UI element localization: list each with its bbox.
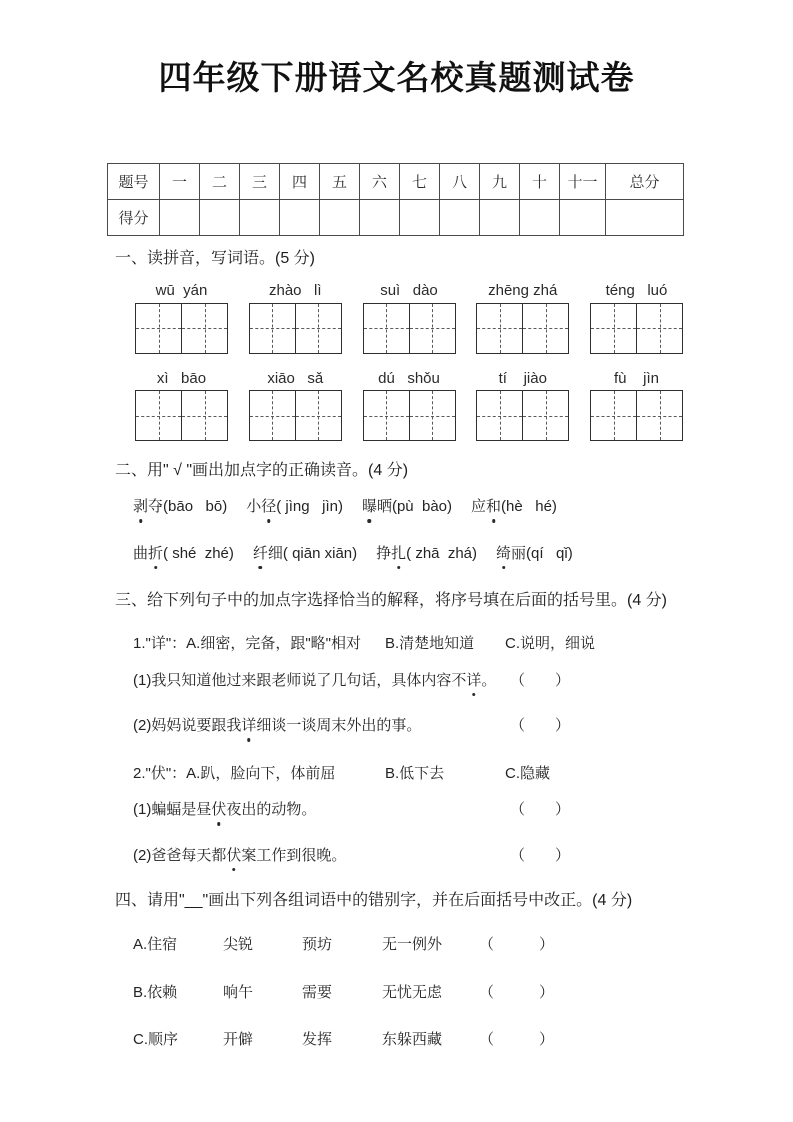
writing-grid-cell (364, 304, 409, 353)
q1-optB: B.清楚地知道 (385, 635, 475, 652)
dotted-char: 径 (261, 498, 277, 515)
pronunciation-item: 曲折( shé zhé) (133, 544, 234, 562)
word: 开僻 (223, 1031, 254, 1048)
pinyin-label: téng luó (605, 282, 668, 299)
writing-grid (249, 303, 342, 354)
word: 响午 (223, 983, 254, 1001)
word: 发挥 (302, 1031, 333, 1048)
dotted-char: 伏 (226, 846, 242, 864)
section1-heading: 一、读拼音，写词语。(5 分) (115, 250, 316, 267)
q1-stem-and-optA (133, 634, 385, 654)
answer-paren: （ ） (509, 801, 570, 818)
answer-paren: （ ） (479, 983, 555, 1001)
answer-paren: （ ） (509, 717, 570, 734)
pinyin-label: dú shǒu (378, 369, 440, 387)
q2-sentence-2 (133, 846, 570, 866)
score-table-header-cell: 三 (240, 164, 280, 200)
score-empty-cell (200, 200, 240, 236)
pronunciation-item: 纤细( qiān xiān) (252, 544, 358, 562)
q2-optC: C.隐藏 (505, 764, 551, 782)
score-row-label-cell: 得分 (108, 200, 160, 236)
pronunciation-item: 剥夺(bāo bō) (133, 498, 228, 515)
score-empty-cell (520, 200, 560, 236)
writing-grid-cell (181, 391, 227, 440)
score-table-corner-cell: 题号 (108, 164, 160, 200)
writing-grid-cell (477, 391, 522, 440)
writing-grid-cell (477, 304, 522, 353)
pronunciation-item: 挣扎( zhā zhá) (376, 544, 478, 562)
answer-paren: （ ） (509, 671, 570, 689)
dotted-char: 绮 (496, 544, 512, 562)
dotted-char: 扎 (391, 544, 407, 562)
score-empty-cell (480, 200, 520, 236)
score-table-score-row (108, 200, 684, 236)
writing-grid (590, 390, 683, 441)
writing-grid-cell (364, 391, 409, 440)
score-table (107, 163, 684, 236)
word: A.住宿 (133, 936, 178, 953)
score-table-header-cell: 十一 (560, 164, 606, 200)
writing-grid-cell (591, 304, 636, 353)
dotted-char: 折 (148, 544, 164, 562)
word: 需要 (302, 983, 333, 1001)
word: 预坊 (302, 936, 333, 953)
writing-grid (363, 390, 456, 441)
writing-grid-cell (136, 304, 181, 353)
score-table-header-cell: 十 (520, 164, 560, 200)
pinyin-grid-unit (590, 369, 683, 442)
pinyin-grid-unit (135, 369, 228, 442)
q2-sentence-1 (133, 800, 570, 820)
page-title: 四年级下册语文名校真题测试卷 (158, 59, 635, 96)
score-empty-cell (560, 200, 606, 236)
writing-grid-cell (409, 391, 455, 440)
q2-stem-and-optA (133, 764, 385, 784)
score-empty-cell (360, 200, 400, 236)
word-group-row-A (133, 935, 707, 955)
dotted-char: 伏 (211, 801, 227, 818)
word: 无一例外 (382, 936, 443, 953)
pinyin-grid-unit (476, 369, 569, 442)
pinyin-label: fù jìn (613, 369, 660, 387)
score-table-header-cell: 总分 (606, 164, 684, 200)
word: 尖锐 (223, 936, 254, 953)
answer-paren: （ ） (509, 846, 570, 864)
pinyin-grid-unit (363, 281, 456, 354)
score-table-header-cell: 四 (280, 164, 320, 200)
pronunciation-row-1 (133, 497, 707, 517)
score-empty-cell (320, 200, 360, 236)
q1-sentence-2 (133, 716, 570, 736)
word-group-row-C (133, 1030, 707, 1050)
word: C.顺序 (133, 1031, 179, 1048)
score-empty-cell (280, 200, 320, 236)
answer-paren: （ ） (479, 936, 555, 953)
score-empty-cell (606, 200, 684, 236)
score-table-header-cell: 一 (160, 164, 200, 200)
writing-grid-cell (250, 391, 295, 440)
pinyin-label: tí jiào (498, 369, 547, 387)
score-table-header-cell: 七 (400, 164, 440, 200)
exam-content (107, 249, 707, 1050)
score-empty-cell (240, 200, 280, 236)
writing-grid (363, 303, 456, 354)
writing-grid-cell (636, 391, 682, 440)
writing-grid-cell (522, 391, 568, 440)
dotted-char: 详 (466, 671, 482, 689)
score-table-header-row (108, 164, 684, 200)
pinyin-label: xiāo sǎ (267, 369, 324, 387)
sentence-text: (2)爸爸每天都伏案工作到很晚。 (133, 846, 347, 864)
pinyin-grid-row-1 (135, 281, 683, 354)
word: B.依赖 (133, 983, 178, 1001)
writing-grid (590, 303, 683, 354)
score-empty-cell (400, 200, 440, 236)
q1-stem: 1."详"： (133, 635, 187, 652)
pinyin-grid-unit (249, 369, 342, 442)
dotted-char: 纤 (252, 544, 268, 562)
q2-optB: B.低下去 (385, 764, 445, 782)
q1-sentence-1 (133, 671, 570, 691)
sentence-text: (1)蝙蝠是昼伏夜出的动物。 (133, 801, 317, 818)
word: 无忧无虑 (382, 983, 443, 1001)
pinyin-grid-unit (476, 281, 569, 354)
writing-grid-cell (522, 304, 568, 353)
writing-grid-cell (591, 391, 636, 440)
score-empty-cell (160, 200, 200, 236)
section3-heading: 三、给下列句子中的加点字选择恰当的解释，将序号填在后面的括号里。(4 分) (115, 592, 668, 609)
score-table-header-cell: 六 (360, 164, 400, 200)
pronunciation-item: 绮丽(qí qǐ) (496, 544, 573, 562)
pinyin-label: zhào lì (268, 282, 322, 299)
writing-grid-cell (295, 304, 341, 353)
writing-grid-cell (181, 304, 227, 353)
dotted-char: 和 (486, 498, 502, 515)
score-table-header-cell: 二 (200, 164, 240, 200)
writing-grid (476, 303, 569, 354)
dotted-char: 剥 (133, 498, 149, 515)
pinyin-grid-unit (590, 281, 683, 354)
pinyin-label: zhēng zhá (488, 282, 558, 299)
answer-paren: （ ） (479, 1031, 555, 1048)
writing-grid-cell (636, 304, 682, 353)
pronunciation-item: 小径( jìng jìn) (246, 498, 343, 515)
section2-heading: 二、用" √ "画出加点字的正确读音。(4 分) (115, 462, 409, 479)
definition-options-q2 (133, 764, 707, 784)
writing-grid (135, 390, 228, 441)
writing-grid (249, 390, 342, 441)
pronunciation-item: 曝晒(pù bào) (361, 498, 453, 515)
writing-grid-cell (250, 304, 295, 353)
pinyin-grid-unit (363, 369, 456, 442)
sentence-text: (1)我只知道他过来跟老师说了几句话，具体内容不详。 (133, 671, 497, 689)
writing-grid (135, 303, 228, 354)
word-group-row-B (133, 983, 707, 1003)
pronunciation-item: 应和(hè hé) (471, 498, 557, 515)
pinyin-grid-unit (135, 281, 228, 354)
q1-optA: A.细密，完备，跟"略"相对 (186, 635, 361, 652)
definition-options-q1 (133, 634, 707, 654)
pronunciation-row-2 (133, 544, 707, 564)
writing-grid-cell (295, 391, 341, 440)
pinyin-label: wū yán (155, 282, 208, 299)
sentence-text: (2)妈妈说要跟我详细谈一谈周末外出的事。 (133, 717, 422, 734)
writing-grid-cell (136, 391, 181, 440)
score-empty-cell (440, 200, 480, 236)
pinyin-label: xì bāo (156, 369, 207, 387)
dotted-char: 曝 (361, 498, 377, 515)
dotted-char: 详 (241, 717, 257, 734)
writing-grid-cell (409, 304, 455, 353)
word: 东躲西藏 (382, 1031, 443, 1048)
writing-grid (476, 390, 569, 441)
score-table-header-cell: 九 (480, 164, 520, 200)
pinyin-label: suì dào (380, 282, 438, 299)
score-table-header-cell: 五 (320, 164, 360, 200)
score-table-header-cell: 八 (440, 164, 480, 200)
section4-heading: 四、请用"__"画出下列各组词语中的错别字，并在后面括号中改正。(4 分) (115, 892, 633, 909)
pinyin-grid-row-2 (135, 369, 683, 442)
q1-optC: C.说明，细说 (505, 635, 596, 652)
q2-stem: 2."伏"： (133, 764, 187, 782)
pinyin-grid-unit (249, 281, 342, 354)
q2-optA: A.趴，脸向下，体前屈 (186, 764, 336, 782)
